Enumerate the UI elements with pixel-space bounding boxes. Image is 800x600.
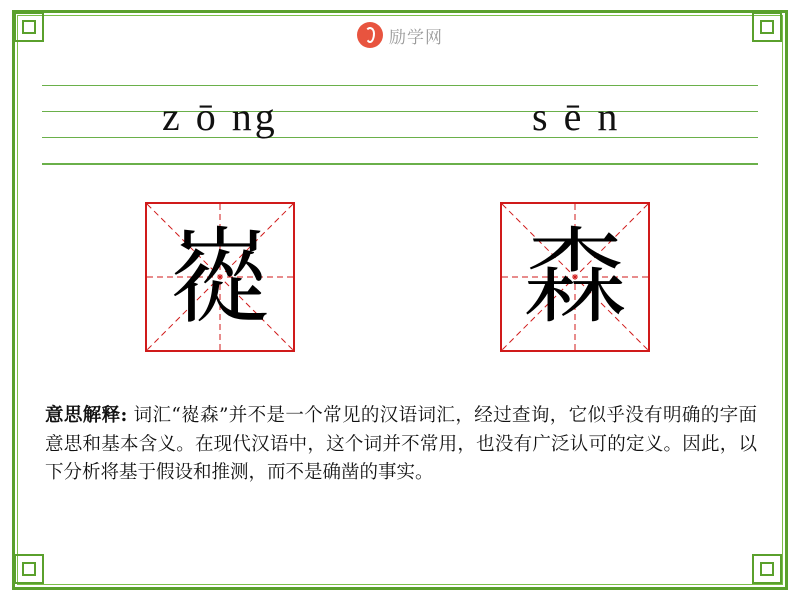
pinyin-text-1: z ō ng	[162, 94, 278, 139]
site-logo-label: 励学网	[389, 27, 443, 48]
character-glyph-2: 森	[522, 216, 627, 338]
character-grid-1	[145, 202, 295, 352]
flame-circle-icon	[357, 22, 383, 48]
character-glyph-1: 嵸	[167, 216, 272, 338]
corner-ornament-bottom-left	[14, 554, 48, 588]
corner-ornament-top-right	[752, 12, 786, 46]
pinyin-text-2: s ē n	[532, 94, 621, 139]
corner-ornament-top-left	[14, 12, 48, 46]
explanation-label: 意思解释:	[45, 405, 128, 426]
staff-line	[42, 137, 758, 138]
corner-ornament-bottom-right	[752, 554, 786, 588]
staff-line	[42, 85, 758, 86]
pinyin-staff	[42, 85, 758, 163]
explanation-paragraph	[45, 402, 757, 488]
explanation-body: 词汇“嵸森”并不是一个常见的汉语词汇，经过查询，它似乎没有明确的字面意思和基本含义。在现代汉语中，这个词并不常用，也没有广泛认可的定义。因此，以下分析将基于假设和推测，而不是确凿的事实。	[45, 405, 757, 484]
site-logo[interactable]	[357, 22, 443, 48]
staff-line	[42, 163, 758, 165]
staff-line	[42, 111, 758, 112]
character-grid-2	[500, 202, 650, 352]
